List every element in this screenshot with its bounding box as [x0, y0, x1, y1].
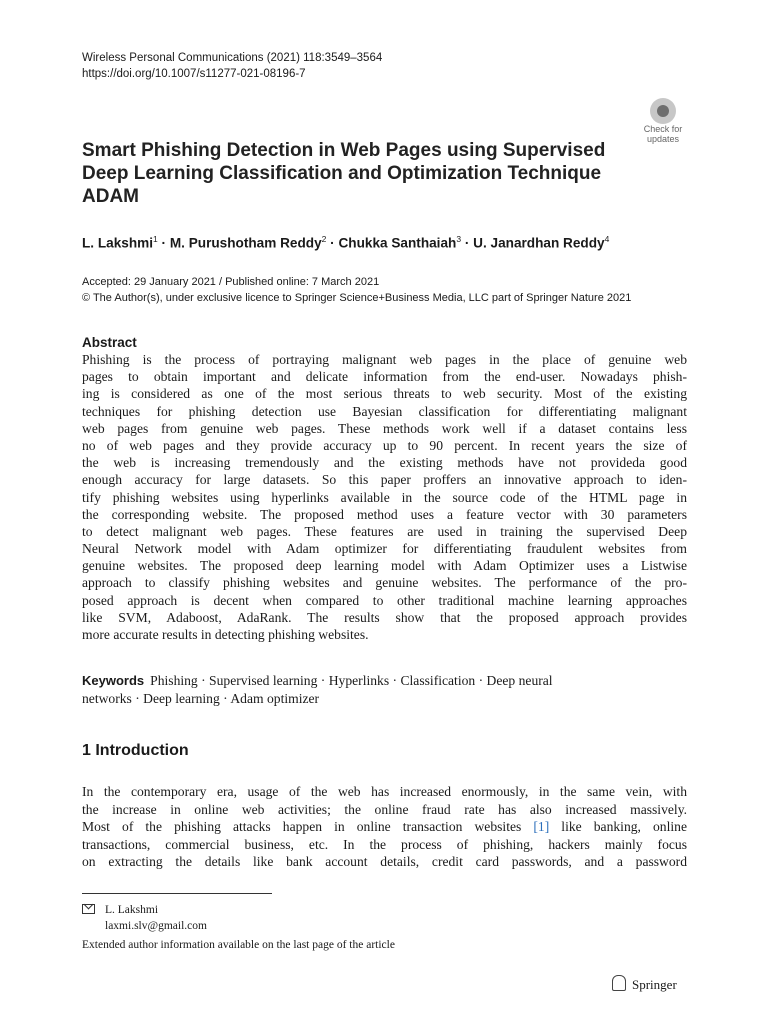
springer-horse-icon: [612, 975, 626, 991]
abstract-line: to detect malignant web pages. These features are used in training the supervised Deep: [82, 523, 687, 539]
crossmark-icon: [650, 98, 676, 124]
accepted-date: Accepted: 29 January 2021 / Published online: 7 March 2021: [82, 276, 380, 288]
intro-line: transactions, commercial business, etc. In the process of phishing, hackers mainly focus: [82, 836, 687, 852]
publisher-name: Springer: [632, 977, 677, 992]
corresponding-author-footnote: [82, 902, 207, 934]
doi-link[interactable]: https://doi.org/10.1007/s11277-021-08196-7: [82, 68, 306, 80]
intro-line: In the contemporary era, usage of the web has increased enormously, in the same vein, with: [82, 784, 687, 799]
footnote-divider: [82, 893, 272, 894]
abstract-body: [82, 351, 687, 643]
author-name: L. Lakshmi: [82, 235, 154, 251]
abstract-line: more accurate results in detecting phishing websites.: [82, 627, 369, 642]
intro-text: Most of the phishing attacks happen in online transaction websites: [82, 819, 534, 835]
introduction-body: [82, 783, 687, 871]
badge-line2: updates: [646, 134, 680, 144]
check-for-updates-badge[interactable]: [636, 98, 690, 144]
abstract-line: techniques for phishing detection use Bayesian classification for differentiating malignant: [82, 403, 687, 419]
abstract-line: Phishing is the process of portraying malignant web pages in the place of genuine web: [82, 352, 687, 367]
abstract-line: ing is considered as one of the most serious threats to web security. Most of the existing: [82, 386, 687, 402]
abstract-line: web pages from genuine web pages. These methods work well if a dataset contains less: [82, 420, 687, 436]
journal-header: [82, 50, 382, 82]
citation-link[interactable]: [1]: [533, 819, 550, 835]
keywords-label: Keywords: [82, 673, 145, 688]
abstract-line: Neural Network model with Adam optimizer for differentiating fraudulent websites from: [82, 541, 687, 557]
section-heading-introduction: 1 Introduction: [82, 742, 189, 759]
abstract-line: no of web pages and they provide accuracy up to 90 percent. In recent years the size of: [82, 437, 687, 453]
intro-line: on extracting the details like bank account details, credit card passwords, and a password: [82, 854, 687, 870]
author-name: M. Purushotham Reddy: [169, 235, 322, 251]
intro-line: the increase in online web activities; the online fraud rate has also increased massively.: [82, 801, 687, 817]
copyright-notice: © The Author(s), under exclusive licence to Springer Science+Business Media, LLC part of Springer Nature 2021: [82, 292, 632, 304]
abstract-line: genuine websites. The proposed deep learning model with Adam Optimizer uses a Listwise: [82, 558, 687, 574]
abstract-line: pages to obtain important and delicate information from the end-user. Nowadays phish-: [82, 369, 687, 385]
author-affiliation: 1: [153, 234, 158, 244]
publisher-logo: [612, 975, 677, 993]
paper-title: Smart Phishing Detection in Web Pages using Supervised Deep Learning Classification and Optimization Technique ADAM: [82, 140, 606, 207]
author-affiliation: 4: [604, 234, 610, 244]
author-email[interactable]: laxmi.slv@gmail.com: [105, 920, 207, 932]
abstract-line: the corresponding website. The proposed method uses a feature vector with 30 parameters: [82, 506, 687, 522]
intro-line: [82, 818, 687, 836]
intro-text: like banking, online: [549, 819, 687, 835]
author-affiliation: 2: [321, 234, 327, 244]
keywords-line1: Phishing · Supervised learning · Hyperlinks · Classification · Deep neural: [150, 673, 553, 688]
corresponding-author-name: L. Lakshmi: [105, 904, 159, 916]
author-separator: ·: [157, 235, 170, 251]
author-list: [82, 234, 609, 251]
abstract-line: posed approach is decent when compared to other traditional machine learning approaches: [82, 592, 687, 608]
author-name: Chukka Santhaiah: [338, 235, 457, 251]
abstract-line: like SVM, Adaboost, AdaRank. The results show that the proposed approach provides: [82, 609, 687, 625]
envelope-icon: [82, 904, 95, 914]
abstract-heading: Abstract: [82, 335, 137, 350]
abstract-line: the web is increasing tremendously and the existing methods have not provideda good: [82, 455, 687, 471]
publication-info: [82, 274, 631, 306]
abstract-line: tify phishing websites using hyperlinks available in the source code of the HTML page in: [82, 489, 687, 505]
author-affiliation: 3: [456, 234, 462, 244]
author-separator: ·: [326, 235, 339, 251]
keywords-section: [82, 672, 687, 707]
abstract-line: enough accuracy for large datasets. So this paper proffers an innovative approach to iden-: [82, 472, 687, 488]
author-name: U. Janardhan Reddy: [473, 235, 605, 251]
badge-line1: Check for: [643, 124, 683, 134]
extended-author-info: Extended author information available on the last page of the article: [82, 939, 395, 951]
author-separator: ·: [461, 235, 474, 251]
journal-citation: Wireless Personal Communications (2021) 118:3549–3564: [82, 52, 383, 64]
keywords-line2: networks · Deep learning · Adam optimizer: [82, 690, 320, 706]
abstract-line: approach to classify phishing websites and genuine websites. The performance of the pro-: [82, 575, 687, 591]
